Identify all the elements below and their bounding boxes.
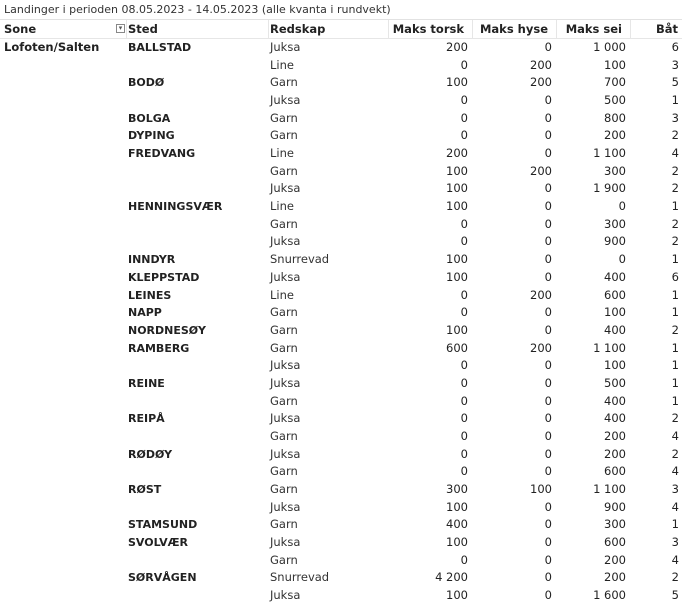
row-maks-torsk: 0 [460, 110, 468, 125]
row-sted [128, 163, 268, 180]
row-maks-sei: 600 [604, 287, 626, 302]
row-maks-sei: 400 [604, 269, 626, 284]
row-redskap: Juksa [270, 93, 301, 108]
row-sted: RØDØY [128, 447, 173, 461]
header-bat[interactable]: Båt [655, 22, 678, 36]
row-maks-torsk: 100 [446, 322, 468, 337]
row-bat: 2 [671, 446, 679, 461]
row-redskap: Juksa [270, 358, 301, 373]
row-maks-hyse: 0 [544, 234, 552, 249]
row-bat: 1 [671, 517, 679, 532]
row-bat: 1 [671, 287, 679, 302]
row-bat: 1 [671, 199, 679, 214]
row-maks-torsk: 0 [460, 358, 468, 373]
row-maks-hyse: 0 [544, 93, 552, 108]
row-maks-torsk: 100 [446, 181, 468, 196]
row-redskap: Juksa [270, 40, 301, 54]
row-maks-hyse: 0 [544, 216, 552, 231]
row-maks-torsk: 100 [446, 535, 468, 550]
row-sted [128, 357, 268, 374]
header-redskap[interactable]: Redskap [270, 22, 326, 36]
row-maks-sei: 100 [604, 305, 626, 320]
row-maks-torsk: 100 [446, 163, 468, 178]
row-bat: 2 [671, 411, 679, 426]
row-redskap: Line [270, 199, 294, 214]
row-maks-sei: 200 [604, 128, 626, 143]
row-bat: 5 [671, 75, 679, 90]
row-maks-hyse: 0 [544, 269, 552, 284]
filter-icon[interactable]: ▾ [116, 24, 125, 33]
row-redskap: Garn [270, 75, 298, 90]
row-sted: SVOLVÆR [128, 536, 189, 550]
row-maks-hyse: 200 [530, 340, 552, 355]
row-maks-sei: 200 [604, 552, 626, 567]
row-redskap: Garn [270, 552, 298, 567]
row-maks-torsk: 100 [446, 588, 468, 603]
row-sted: RØST [128, 483, 162, 496]
row-sted [128, 92, 268, 109]
row-sted: NORDNESØY [128, 323, 206, 337]
row-bat: 4 [671, 428, 679, 443]
row-sted: SØRVÅGEN [128, 571, 197, 585]
row-bat: 1 [671, 358, 679, 373]
row-sted: KLEPPSTAD [128, 270, 200, 284]
row-redskap: Snurrevad [270, 252, 330, 267]
row-maks-hyse: 200 [530, 75, 552, 90]
header-divider [556, 20, 557, 38]
row-maks-hyse: 0 [544, 499, 552, 514]
row-sted: STAMSUND [128, 518, 198, 532]
row-maks-hyse: 0 [544, 305, 552, 320]
row-redskap: Garn [270, 482, 298, 496]
row-maks-torsk: 0 [460, 234, 468, 249]
row-maks-torsk: 0 [460, 128, 468, 143]
row-maks-sei: 300 [604, 216, 626, 231]
row-maks-torsk: 0 [460, 375, 468, 390]
row-maks-sei: 200 [604, 570, 626, 585]
row-redskap: Garn [270, 110, 298, 125]
header-sted[interactable]: Sted [128, 22, 158, 36]
row-maks-sei: 400 [604, 393, 626, 408]
row-maks-hyse: 0 [544, 110, 552, 125]
row-maks-torsk: 100 [446, 269, 468, 284]
row-sted [128, 57, 268, 74]
row-maks-hyse: 200 [530, 287, 552, 302]
row-bat: 3 [671, 57, 679, 72]
row-maks-hyse: 0 [544, 411, 552, 426]
header-maks-sei[interactable]: Maks sei [565, 22, 622, 36]
row-maks-sei: 400 [604, 322, 626, 337]
row-redskap: Juksa [270, 446, 301, 461]
row-redskap: Garn [270, 216, 298, 231]
row-maks-sei: 1 100 [593, 146, 626, 161]
row-bat: 1 [671, 252, 679, 267]
row-sted: INNDYR [128, 253, 176, 267]
row-maks-sei: 100 [604, 57, 626, 72]
row-maks-hyse: 0 [544, 146, 552, 161]
row-bat: 1 [671, 393, 679, 408]
row-maks-torsk: 0 [460, 393, 468, 408]
row-maks-hyse: 0 [544, 464, 552, 479]
row-maks-hyse: 0 [544, 199, 552, 214]
row-maks-sei: 300 [604, 163, 626, 178]
row-redskap: Garn [270, 322, 298, 337]
row-bat: 6 [671, 40, 679, 54]
row-bat: 4 [671, 146, 679, 161]
row-maks-hyse: 0 [544, 252, 552, 267]
row-maks-sei: 600 [604, 464, 626, 479]
row-maks-torsk: 400 [446, 517, 468, 532]
row-maks-hyse: 100 [530, 482, 552, 496]
row-maks-sei: 1 600 [593, 588, 626, 603]
row-maks-sei: 600 [604, 535, 626, 550]
row-bat: 2 [671, 570, 679, 585]
row-maks-torsk: 0 [460, 305, 468, 320]
row-maks-torsk: 0 [460, 428, 468, 443]
row-sted: LEINES [128, 288, 172, 302]
row-bat: 1 [671, 340, 679, 355]
row-maks-sei: 400 [604, 411, 626, 426]
row-sted [128, 463, 268, 480]
row-redskap: Juksa [270, 535, 301, 550]
row-bat: 2 [671, 181, 679, 196]
row-redskap: Juksa [270, 234, 301, 249]
row-maks-hyse: 200 [530, 57, 552, 72]
row-maks-hyse: 0 [544, 535, 552, 550]
row-maks-torsk: 0 [460, 93, 468, 108]
row-bat: 1 [671, 375, 679, 390]
row-maks-hyse: 0 [544, 358, 552, 373]
row-maks-torsk: 4 200 [435, 570, 468, 585]
row-maks-torsk: 0 [460, 552, 468, 567]
row-redskap: Line [270, 57, 294, 72]
header-maks-torsk[interactable]: Maks torsk [392, 22, 464, 36]
row-redskap: Garn [270, 517, 298, 532]
row-maks-hyse: 0 [544, 181, 552, 196]
row-redskap: Juksa [270, 499, 301, 514]
row-maks-hyse: 0 [544, 446, 552, 461]
row-redskap: Garn [270, 393, 298, 408]
header-divider [268, 20, 269, 38]
row-bat: 2 [671, 234, 679, 249]
row-sted: DYPING [128, 129, 175, 143]
report-title: Landinger i perioden 08.05.2023 - 14.05.2023 (alle kvanta i rundvekt) [0, 0, 682, 20]
row-bat: 4 [671, 464, 679, 479]
row-maks-torsk: 200 [446, 146, 468, 161]
row-maks-sei: 200 [604, 446, 626, 461]
row-maks-sei: 800 [604, 110, 626, 125]
row-bat: 2 [671, 322, 679, 337]
row-sted [128, 587, 268, 604]
row-maks-sei: 0 [618, 252, 626, 267]
row-maks-torsk: 200 [446, 40, 468, 54]
row-maks-sei: 900 [604, 234, 626, 249]
row-maks-sei: 500 [604, 93, 626, 108]
row-maks-hyse: 0 [544, 375, 552, 390]
row-maks-sei: 300 [604, 517, 626, 532]
row-maks-torsk: 600 [446, 340, 468, 355]
row-sted: FREDVANG [128, 147, 196, 161]
row-sted [128, 393, 268, 410]
row-maks-hyse: 0 [544, 517, 552, 532]
row-bat: 1 [671, 93, 679, 108]
row-maks-hyse: 0 [544, 322, 552, 337]
row-maks-torsk: 100 [446, 199, 468, 214]
row-bat: 1 [671, 305, 679, 320]
row-redskap: Garn [270, 305, 298, 320]
row-redskap: Garn [270, 428, 298, 443]
row-sted [128, 552, 268, 569]
row-maks-sei: 1 900 [593, 181, 626, 196]
row-maks-hyse: 0 [544, 552, 552, 567]
row-maks-hyse: 0 [544, 570, 552, 585]
row-redskap: Snurrevad [270, 570, 330, 585]
row-bat: 3 [671, 110, 679, 125]
row-bat: 3 [671, 535, 679, 550]
row-maks-sei: 500 [604, 375, 626, 390]
row-maks-hyse: 0 [544, 40, 552, 54]
row-maks-sei: 200 [604, 428, 626, 443]
row-bat: 2 [671, 128, 679, 143]
row-bat: 5 [671, 588, 679, 603]
row-maks-hyse: 0 [544, 428, 552, 443]
row-maks-sei: 700 [604, 75, 626, 90]
row-bat: 4 [671, 552, 679, 567]
row-redskap: Line [270, 287, 294, 302]
row-maks-torsk: 300 [446, 482, 468, 496]
row-sted [128, 428, 268, 445]
row-maks-hyse: 200 [530, 163, 552, 178]
row-redskap: Juksa [270, 411, 301, 426]
row-bat: 3 [671, 482, 679, 496]
row-sted: RAMBERG [128, 341, 190, 355]
row-bat: 2 [671, 216, 679, 231]
row-maks-hyse: 0 [544, 393, 552, 408]
row-maks-sei: 1 100 [593, 340, 626, 355]
row-maks-torsk: 0 [460, 216, 468, 231]
header-divider [388, 20, 389, 38]
row-maks-torsk: 100 [446, 252, 468, 267]
row-sted: BALLSTAD [128, 41, 192, 54]
row-maks-torsk: 100 [446, 499, 468, 514]
row-bat: 6 [671, 269, 679, 284]
row-redskap: Juksa [270, 269, 301, 284]
row-sted: NAPP [128, 306, 162, 320]
row-sted [128, 233, 268, 250]
row-maks-torsk: 0 [460, 446, 468, 461]
zone-label: Lofoten/Salten [4, 40, 100, 54]
row-bat: 2 [671, 163, 679, 178]
row-sted: BOLGA [128, 111, 171, 125]
row-redskap: Garn [270, 464, 298, 479]
row-sted: BODØ [128, 76, 165, 90]
header-divider [472, 20, 473, 38]
row-sted: REINE [128, 376, 165, 390]
row-maks-torsk: 0 [460, 57, 468, 72]
row-maks-sei: 100 [604, 358, 626, 373]
row-sted [128, 216, 268, 233]
row-redskap: Juksa [270, 588, 301, 603]
row-sted: REIPÅ [128, 412, 165, 426]
row-redskap: Juksa [270, 375, 301, 390]
row-sted [128, 499, 268, 516]
row-maks-torsk: 0 [460, 411, 468, 426]
row-maks-hyse: 0 [544, 128, 552, 143]
row-maks-sei: 1 000 [593, 40, 626, 54]
row-redskap: Juksa [270, 181, 301, 196]
row-maks-sei: 900 [604, 499, 626, 514]
row-sted: HENNINGSVÆR [128, 200, 223, 214]
row-maks-torsk: 0 [460, 464, 468, 479]
row-redskap: Line [270, 146, 294, 161]
row-maks-sei: 1 100 [593, 482, 626, 496]
header-sone[interactable]: Sone [4, 22, 37, 36]
row-maks-torsk: 0 [460, 287, 468, 302]
header-divider [630, 20, 631, 38]
row-redskap: Garn [270, 128, 298, 143]
row-redskap: Garn [270, 163, 298, 178]
row-bat: 4 [671, 499, 679, 514]
row-redskap: Garn [270, 340, 298, 355]
row-maks-hyse: 0 [544, 588, 552, 603]
row-maks-sei: 0 [618, 199, 626, 214]
header-maks-hyse[interactable]: Maks hyse [479, 22, 548, 36]
row-maks-torsk: 100 [446, 75, 468, 90]
header-divider [126, 20, 127, 38]
row-sted [128, 180, 268, 197]
